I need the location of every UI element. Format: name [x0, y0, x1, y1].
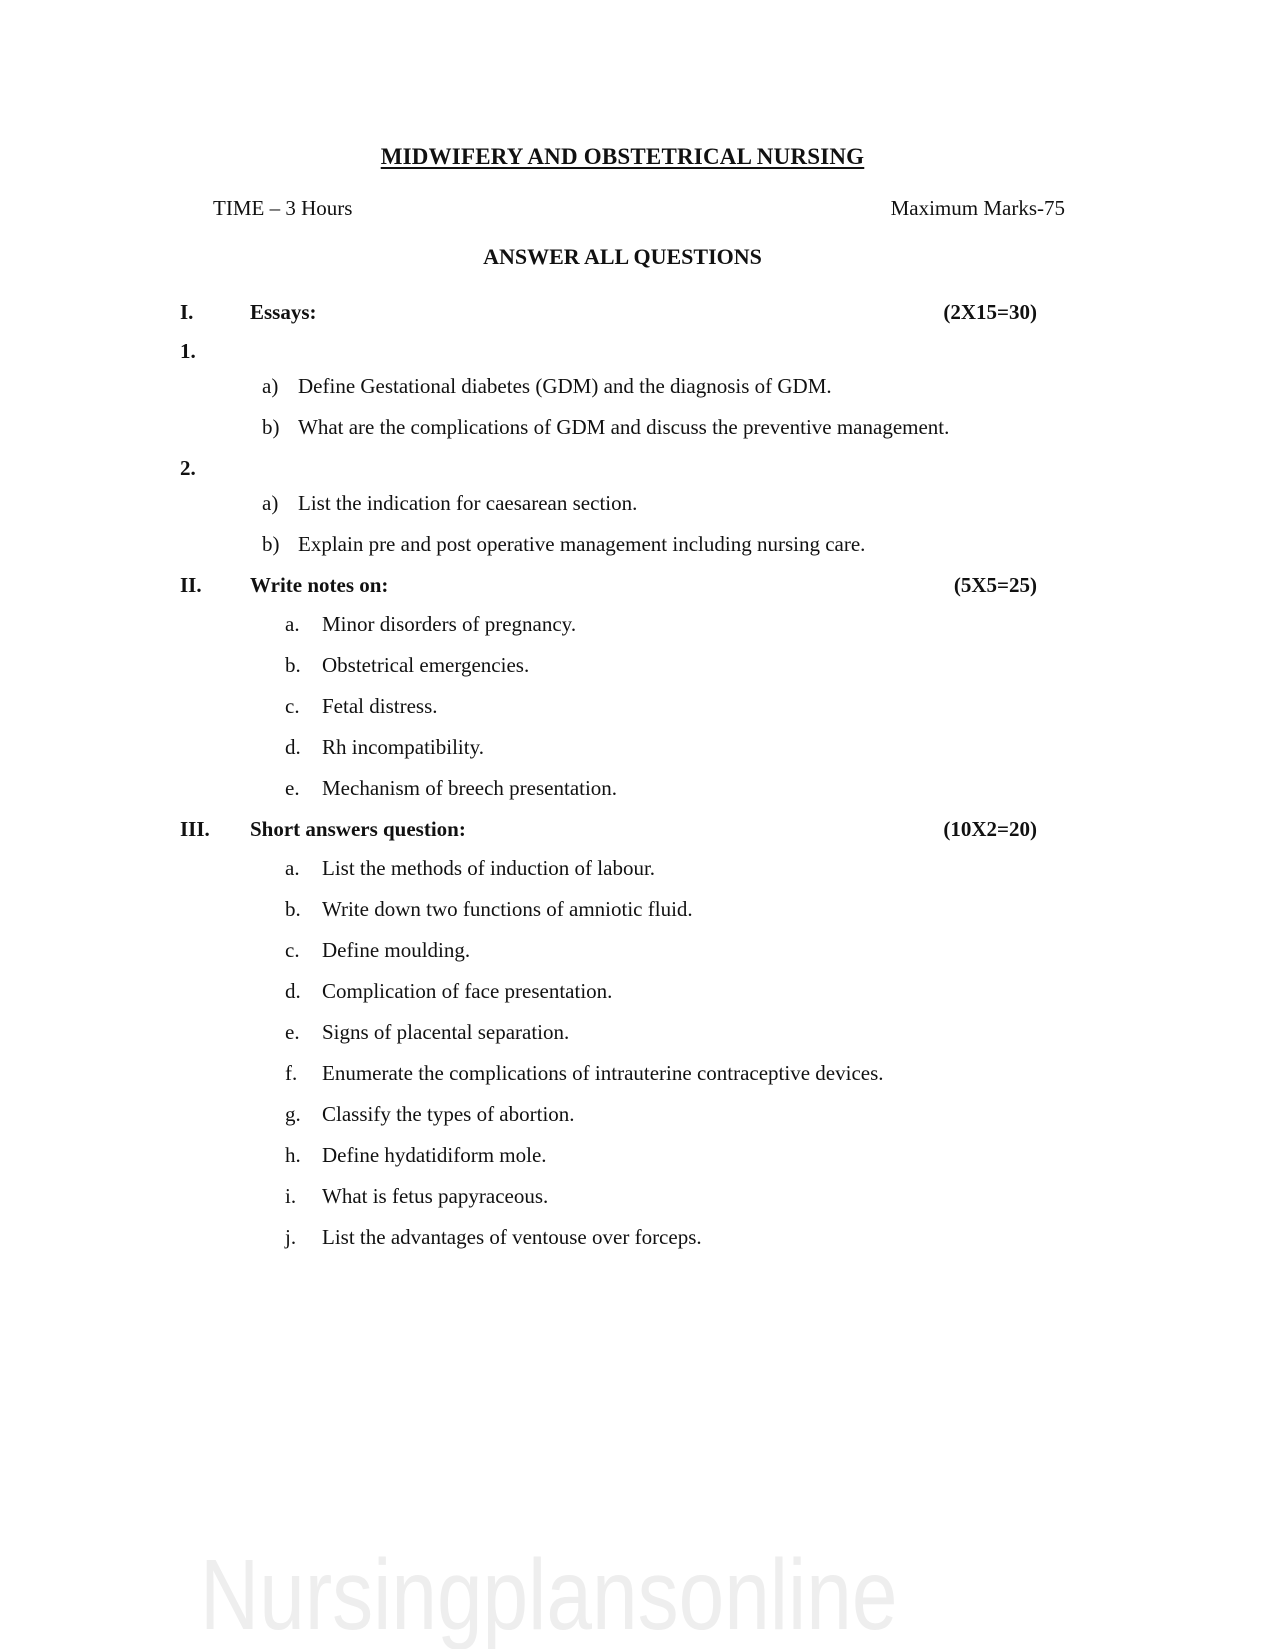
- question-number: 1.: [180, 339, 196, 363]
- item-text: List the indication for caesarean section.: [298, 491, 638, 515]
- section-marks: (10X2=20): [943, 817, 1037, 841]
- section-heading-short-answers: [180, 817, 1065, 842]
- question-item: [180, 694, 1065, 719]
- question-item: [180, 938, 1065, 963]
- question-item: [180, 1184, 1065, 1209]
- question-item: [180, 735, 1065, 760]
- section-marks: (2X15=30): [943, 300, 1037, 324]
- section-numeral: III.: [180, 817, 210, 841]
- item-marker: a.: [285, 856, 300, 880]
- question-item: [180, 653, 1065, 678]
- question-item: [180, 979, 1065, 1004]
- item-text: Mechanism of breech presentation.: [322, 776, 618, 800]
- item-marker: h.: [285, 1143, 301, 1167]
- question-item: [180, 612, 1065, 637]
- question-item: [180, 491, 1065, 516]
- question-item: [180, 776, 1065, 801]
- item-text: Enumerate the complications of intrauterine contraceptive devices.: [322, 1061, 884, 1085]
- question-item: [180, 415, 1065, 440]
- question-item: [180, 374, 1065, 399]
- item-text: List the methods of induction of labour.: [322, 856, 656, 880]
- item-marker: e.: [285, 1020, 300, 1044]
- time-allowed: TIME – 3 Hours: [213, 196, 353, 220]
- item-text: Explain pre and post operative management including nursing care.: [298, 532, 866, 556]
- item-marker: b): [262, 415, 280, 439]
- item-text: What is fetus papyraceous.: [322, 1184, 549, 1208]
- item-text: Define hydatidiform mole.: [322, 1143, 547, 1167]
- item-text: Fetal distress.: [322, 694, 438, 718]
- item-marker: c.: [285, 938, 300, 962]
- question-item: [180, 856, 1065, 881]
- section-title: Short answers question:: [250, 817, 466, 841]
- section-heading-notes: [180, 573, 1065, 598]
- question-item: [180, 1020, 1065, 1045]
- question-item: [180, 532, 1065, 557]
- question-item: [180, 1225, 1065, 1250]
- maximum-marks: Maximum Marks-75: [890, 196, 1065, 220]
- item-text: List the advantages of ventouse over forceps.: [322, 1225, 702, 1249]
- section-title: Essays:: [250, 300, 317, 324]
- section-heading-essays: [180, 300, 1065, 325]
- section-marks: (5X5=25): [953, 573, 1037, 597]
- question-item: [180, 1061, 1065, 1086]
- item-marker: b.: [285, 897, 301, 921]
- item-text: Rh incompatibility.: [322, 735, 484, 759]
- item-marker: j.: [285, 1225, 297, 1249]
- item-text: What are the complications of GDM and discuss the preventive management.: [298, 415, 950, 439]
- item-marker: g.: [285, 1102, 301, 1126]
- question-item: [180, 1102, 1065, 1127]
- watermark-text: Nursingplansonline: [200, 1539, 898, 1649]
- item-text: Define moulding.: [322, 938, 471, 962]
- item-marker: d.: [285, 735, 301, 759]
- item-text: Signs of placental separation.: [322, 1020, 570, 1044]
- item-marker: a.: [285, 612, 300, 636]
- section-title: Write notes on:: [250, 573, 389, 597]
- item-marker: f.: [285, 1061, 298, 1085]
- item-marker: i.: [285, 1184, 297, 1208]
- item-marker: e.: [285, 776, 300, 800]
- question-item: [180, 1143, 1065, 1168]
- section-numeral: II.: [180, 573, 202, 597]
- item-text: Minor disorders of pregnancy.: [322, 612, 577, 636]
- item-text: Classify the types of abortion.: [322, 1102, 575, 1126]
- section-numeral: I.: [180, 300, 194, 324]
- item-marker: a): [262, 491, 279, 515]
- exam-meta-row: [180, 196, 1065, 221]
- question-number: 2.: [180, 456, 196, 480]
- item-text: Complication of face presentation.: [322, 979, 613, 1003]
- instruction-line: ANSWER ALL QUESTIONS: [483, 244, 762, 269]
- item-marker: a): [262, 374, 279, 398]
- page-title-text: MIDWIFERY AND OBSTETRICAL NURSING: [380, 144, 865, 169]
- item-marker: c.: [285, 694, 300, 718]
- item-text: Obstetrical emergencies.: [322, 653, 530, 677]
- item-text: Define Gestational diabetes (GDM) and the diagnosis of GDM.: [298, 374, 832, 398]
- item-marker: b): [262, 532, 280, 556]
- item-text: Write down two functions of amniotic fluid.: [322, 897, 693, 921]
- page-title: [180, 143, 1065, 171]
- document-content: [180, 0, 1065, 1266]
- item-marker: b.: [285, 653, 301, 677]
- question-item: [180, 897, 1065, 922]
- item-marker: d.: [285, 979, 301, 1003]
